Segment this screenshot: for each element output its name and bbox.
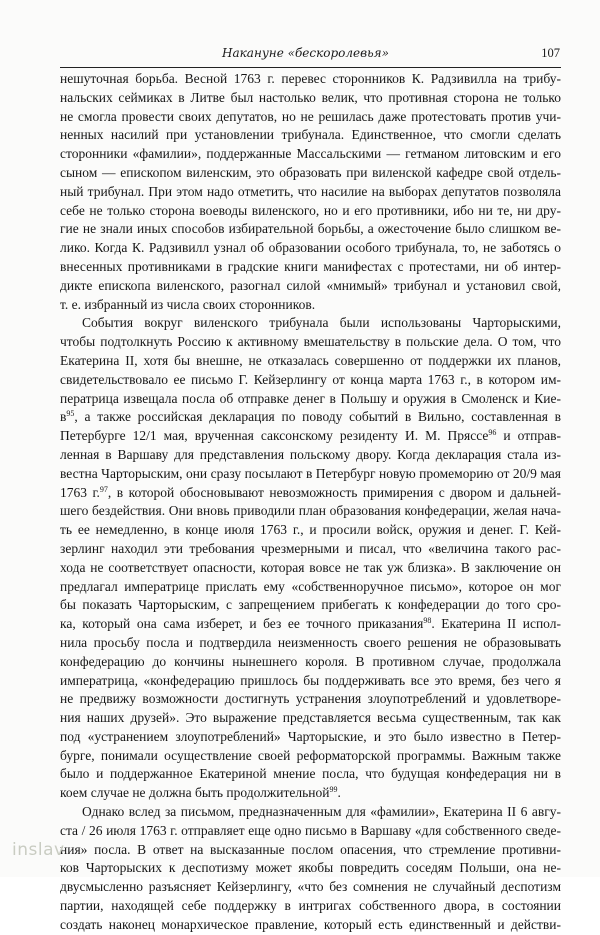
text-run: дикте епископа виленского, разогнал силой «мнимый» трибунал и установил свой,: [60, 277, 561, 293]
text-line: [60, 596, 561, 615]
text-run: нальских сеймиках в Литве был настолько велик, что противная сторона не только: [60, 89, 561, 105]
text-line: [60, 709, 561, 728]
text-run: ка, который она сама изберет, и без ее точного приказания: [60, 616, 424, 632]
text-line: [60, 126, 561, 145]
text-line: [60, 465, 561, 484]
text-line: [60, 540, 561, 559]
text-line: [60, 390, 561, 409]
text-run: ператрица извещала посла об отправке денег в Польшу и оружия в Смоленск и Кие-: [60, 390, 561, 406]
text-line: [60, 408, 561, 427]
page-number: 107: [541, 46, 560, 60]
text-run: ненных насилий при установлении трибунала. Единственное, что смогли сделать: [60, 127, 561, 143]
text-line: [60, 183, 561, 202]
text-run: свидетельствовало ее письмо Г. Кейзерлингу от конца марта 1763 г., в котором им-: [60, 371, 561, 387]
text-run: Однако вслед за письмом, предназначенным для «фамилии», Екатерина II 6 авгу-: [82, 804, 561, 820]
text-line: [60, 296, 561, 315]
text-run: себе не только сторона воеводы виленского, но и его противники, ибо ни те, ни дру-: [60, 202, 561, 218]
text-run: События вокруг виленского трибунала были использованы Чарторыскими,: [82, 315, 561, 331]
text-line: [60, 371, 561, 390]
text-run: ния» посла. В ответ на высказанные послом опасения, что стремление противни-: [60, 841, 561, 857]
text-line: [60, 352, 561, 371]
text-line: [60, 897, 561, 916]
text-run: т. е. избранный из числа своих сторонников.: [60, 296, 316, 312]
text-run: коем случае не должна быть продолжительной: [60, 785, 330, 801]
text-line: [60, 502, 561, 521]
text-run: , в которой обосновывают невозможность примирения с двором и дальней-: [107, 484, 561, 500]
running-title: Накануне «бескоролевья»: [222, 46, 389, 60]
text-run: сыном — епископом виленским, это образовать при виленской кафедре свой отдель-: [60, 164, 561, 180]
text-run: , а также российская декларация по поводу событий в Вильно, составленная в: [74, 409, 561, 425]
text-line: [60, 859, 561, 878]
text-run: чтобы подтолкнуть Россию к активному вмешательству в польские дела. О том, что: [60, 334, 561, 350]
text-run: ков Чарторыских к деспотизму может якобы повредить соседям Польши, она не-: [60, 860, 561, 876]
text-run: хода не соответствует опасности, которая вовсе не так уж близка». В заключение он: [60, 559, 561, 575]
text-run: вестна Чарторыским, они сразу посылают в Петербург новую промеморию от 20/9 мая: [60, 465, 561, 481]
text-run: нила просьбу посла и подтвердила неизменность своего решения не образовывать: [60, 634, 561, 650]
text-run: . Екатерина II испол-: [431, 616, 561, 632]
text-line: [60, 765, 561, 784]
text-line: [60, 803, 561, 822]
text-line: [60, 220, 561, 239]
text-run: нешуточная борьба. Весной 1763 г. перевес сторонников К. Радзивилла на трибу-: [60, 71, 561, 86]
text-run: бурге, понимали осуществление своей реформаторской программы. Важным также: [60, 747, 561, 763]
footnote-ref: 95: [66, 409, 75, 419]
text-run: .: [337, 785, 341, 801]
text-run: предлагал императрице прислать ему «собственноручное письмо», которое он мог: [60, 578, 561, 594]
text-line: [60, 108, 561, 127]
text-line: [60, 89, 561, 108]
text-line: [60, 70, 561, 89]
running-header: [62, 46, 560, 64]
text-run: императрица, «конфедерацию пришлось бы поддерживать все это время, без чего я: [60, 672, 561, 688]
text-line: [60, 145, 561, 164]
text-line: [60, 277, 561, 296]
text-run: конфедерацию до кончины нынешнего короля. В противном случае, продолжала: [60, 653, 561, 669]
text-run: Екатерина II, хотя бы внешне, не отказалась совершенно от поддержки их планов,: [60, 352, 561, 368]
text-line: [60, 202, 561, 221]
text-run: ленная в Варшаву для представления польскому двору. Когда декларация стала из-: [60, 446, 561, 462]
text-run: ния наших друзей». Это выражение представляется весьма существенным, так как: [60, 710, 561, 726]
text-run: 1763 г.: [60, 484, 100, 500]
text-line: [60, 427, 561, 446]
text-line: [60, 822, 561, 841]
text-line: [60, 164, 561, 183]
text-line: [60, 615, 561, 634]
text-run: не предвижу возможности достигнуть устранения злоупотреблений и удовлетворе-: [60, 691, 561, 707]
text-line: [60, 841, 561, 860]
text-run: бы показать Чарторыским, с запрещением прибегать к конфедерации до того сро-: [60, 597, 561, 613]
text-line: [60, 333, 561, 352]
text-run: Петербурге 12/1 мая, врученная саксонскому резиденту И. М. Пряссе: [60, 428, 489, 444]
text-run: было и поддержанное Екатериной мнение посла, что будущая конфедерация ни в: [60, 766, 561, 782]
text-line: [60, 484, 561, 503]
text-run: лико. Когда К. Радзивилл узнал об образовании особого трибунала, то, не заботясь о: [60, 240, 561, 256]
text-line: [60, 653, 561, 672]
text-line: [60, 916, 561, 935]
text-run: в: [60, 409, 67, 425]
text-line: [60, 878, 561, 897]
text-line: [60, 747, 561, 766]
text-line: [60, 258, 561, 277]
text-line: [60, 314, 561, 333]
text-run: ть ее немедленно, в конце июля 1763 г., и просили войск, оружия и денег. Г. Кей-: [60, 522, 561, 538]
text-run: и отправ-: [496, 428, 561, 444]
text-run: ный трибунал. При этом надо отметить, что насилие на выборах депутатов позволяла: [60, 183, 561, 199]
text-line: [60, 728, 561, 747]
text-run: не смогла провести своих депутатов, но не решилась даже протестовать против учи-: [60, 108, 561, 124]
text-line: [60, 672, 561, 691]
text-line: [60, 239, 561, 258]
text-line: [60, 521, 561, 540]
text-run: двусмысленно разъясняет Кейзерлингу, «что без сомнения не случайный деспотизм: [60, 879, 561, 895]
text-line: [60, 578, 561, 597]
text-line: [60, 559, 561, 578]
footnote-ref: 99: [329, 785, 338, 795]
text-run: гие не знали иных способов избирательной борьбы, а ожесточение было слишком ве-: [60, 221, 561, 237]
body-text: [60, 70, 561, 935]
text-line: [60, 784, 561, 803]
text-run: партии, находящей себе поддержку в интригах собственного двора, в состоянии: [60, 898, 561, 914]
footnote-ref: 97: [99, 484, 108, 494]
text-run: шего бездействия. Они вновь приводили план образования конфедерации, желая нача-: [60, 503, 561, 519]
text-run: под «устранением злоупотреблений» Чарторыские, и это было известно в Петер-: [60, 728, 561, 744]
text-line: [60, 690, 561, 709]
text-line: [60, 634, 561, 653]
text-run: создать наконец монархическое правление, который есть единственный и действи-: [60, 916, 561, 932]
text-line: [60, 446, 561, 465]
text-run: сторонники «фамилии», поддержанные Массальскими — гетманом литовским и его: [60, 146, 561, 162]
text-run: внесенных противниками в градские книги манифестах с протестами, ни об интер-: [60, 258, 561, 274]
footnote-ref: 98: [423, 616, 432, 626]
text-run: зерлинг находил эти требования чрезмерными и писал, что «величина такого рас-: [60, 540, 561, 556]
watermark-logo: inslav: [12, 840, 65, 860]
text-run: ста / 26 июля 1763 г. отправляет еще одно письмо в Варшаву «для собственного сведе-: [60, 822, 561, 838]
header-rule: [60, 67, 561, 68]
footnote-ref: 96: [488, 428, 497, 438]
